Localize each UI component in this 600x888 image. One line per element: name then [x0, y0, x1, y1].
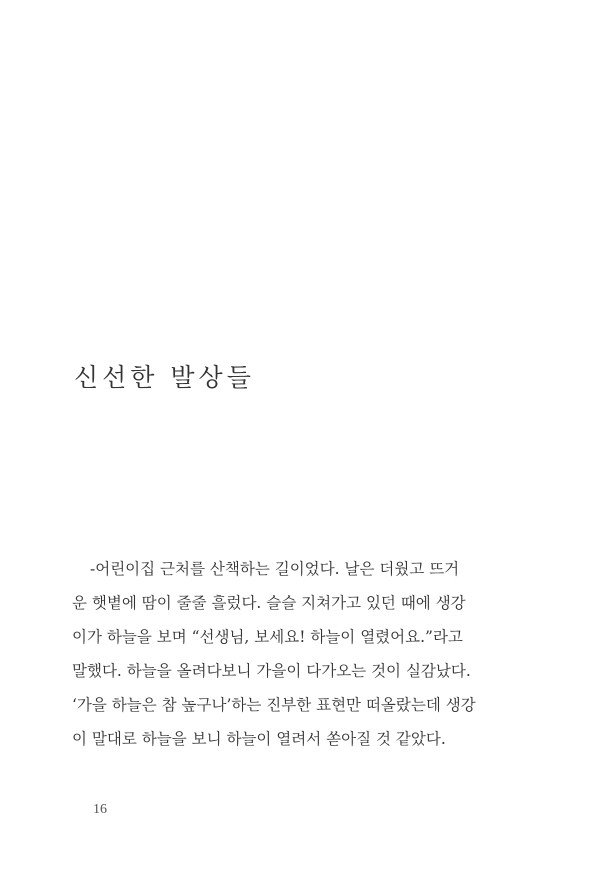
- page-number: 16: [93, 802, 107, 817]
- paragraph-line: ‘가을 하늘은 참 높구나’하는 진부한 표현만 떠올랐는데 생강: [72, 696, 476, 714]
- paragraph-line: 운 햇볕에 땀이 줄줄 흘렀다. 슬슬 지쳐가고 있던 때에 생강: [72, 594, 466, 612]
- paragraph-line: 이 말대로 하늘을 보니 하늘이 열려서 쏟아질 것 같았다.: [72, 730, 446, 748]
- paragraph-line: -어린이집 근처를 산책하는 길이었다. 날은 더웠고 뜨거: [90, 560, 460, 578]
- paragraph-line: 이가 하늘을 보며 “선생님, 보세요! 하늘이 열렸어요.”라고: [72, 628, 463, 646]
- paragraph-line: 말했다. 하늘을 올려다보니 가을이 다가오는 것이 실감났다.: [72, 662, 471, 680]
- chapter-title: 신선한 발상들: [74, 363, 255, 392]
- body-paragraph: [72, 552, 512, 756]
